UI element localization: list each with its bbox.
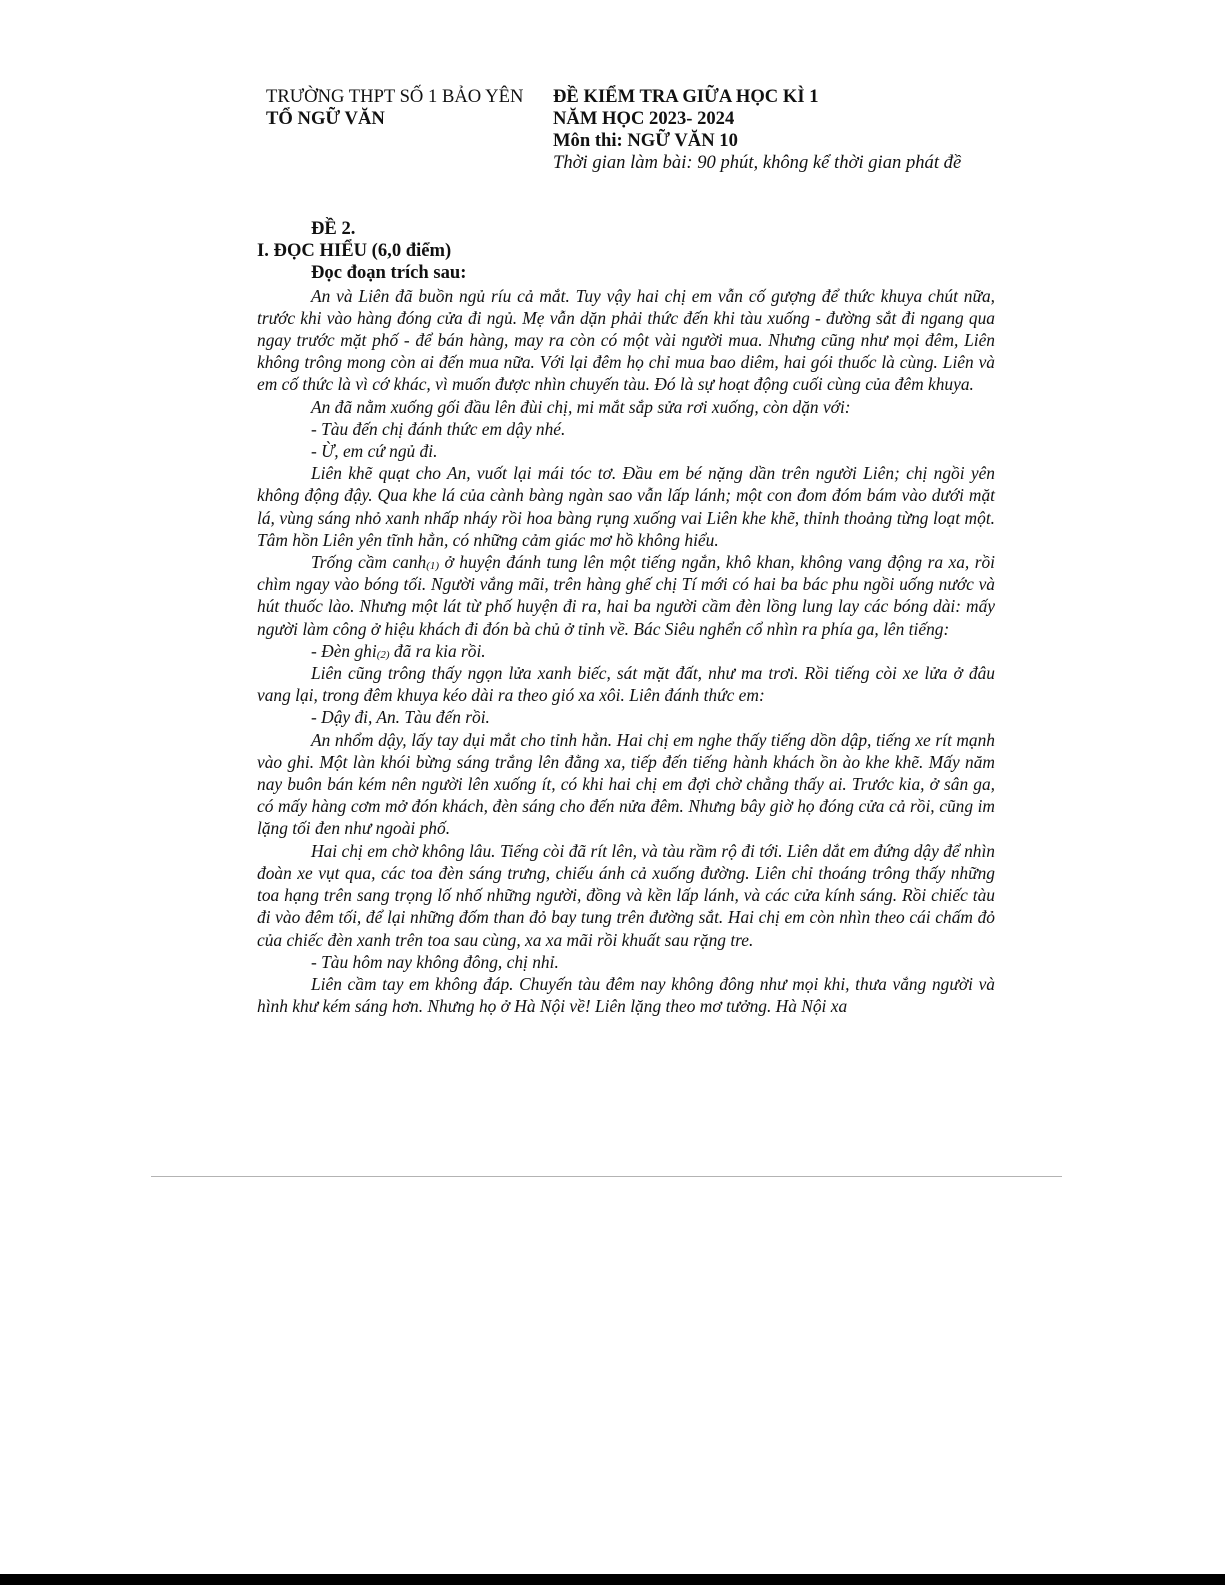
exam-title: ĐỀ KIỂM TRA GIỮA HỌC KÌ 1 <box>553 86 819 107</box>
passage-paragraph: Liên khẽ quạt cho An, vuốt lại mái tóc tơ. Đầu em bé nặng dần trên người Liên; chị ngồi yên không động đậy. Qua khe lá của cành bàng ngàn sao vẫn lấp lánh; một con đom đóm bám vào dưới mặt lá, vùng sáng nhỏ xanh nhấp nháy rồi hoa bàng rụng xuống vai Liên khe khẽ, thỉnh thoảng từng loạt một. Tâm hồn Liên yên tĩnh hẳn, có những cảm giác mơ hồ không hiểu. <box>257 463 995 550</box>
school-name: TRƯỜNG THPT SỐ 1 BẢO YÊN <box>266 86 524 107</box>
passage-paragraph: Hai chị em chờ không lâu. Tiếng còi đã rít lên, và tàu rầm rộ đi tới. Liên dắt em đứng dậy để nhìn đoàn xe vụt qua, các toa đèn sáng trưng, chiếu ánh cả xuống đường. Liên chỉ thoáng trông thấy những toa hạng trên sang trọng lố nhố những người, đồng và kền lấp lánh, và các cửa kính sáng. Rồi chiếc tàu đi vào đêm tối, để lại những đốm than đỏ bay tung trên đường sắt. Hai chị em còn nhìn theo cái chấm đỏ của chiếc đèn xanh trên toa sau cùng, xa xa mãi rồi khuất sau rặng tre. <box>257 840 995 950</box>
passage-paragraph <box>257 551 995 640</box>
passage-text: Trống cầm canh <box>311 552 427 573</box>
reading-instruction: Đọc đoạn trích sau: <box>311 262 467 284</box>
department-name: TỔ NGỮ VĂN <box>266 108 385 129</box>
passage-dialogue <box>257 640 995 662</box>
passage-paragraph: Liên cầm tay em không đáp. Chuyến tàu đêm nay không đông như mọi khi, thưa vắng người và hình khư kém sáng hơn. Nhưng họ ở Hà Nội về! Liên lặng theo mơ tưởng. Hà Nội xa <box>257 973 995 1017</box>
section-title: I. ĐỌC HIỂU (6,0 điểm) <box>257 240 452 262</box>
exam-subject: Môn thi: NGỮ VĂN 10 <box>553 130 738 151</box>
time-note: Thời gian làm bài: 90 phút, không kể thời gian phát đề <box>553 152 962 173</box>
page-divider <box>151 1176 1062 1177</box>
passage-paragraph: An và Liên đã buồn ngủ ríu cả mắt. Tuy vậy hai chị em vẫn cố gượng để thức khuya chút nữa, trước khi vào hàng đóng cửa đi ngủ. Mẹ vẫn dặn phải thức đến khi tàu xuống - đường sắt đi ngang qua ngay trước mặt phố - để bán hàng, may ra còn có một vài người mua. Nhưng cũng như mọi đêm, Liên không trông mong còn ai đến mua nữa. Với lại đêm họ chỉ mua bao diêm, hai gói thuốc là cùng. Liên và em cố thức là vì cớ khác, vì muốn được nhìn chuyến tàu. Đó là sự hoạt động cuối cùng của đêm khuya. <box>257 285 995 395</box>
header-left <box>266 86 556 130</box>
passage-dialogue: - Dậy đi, An. Tàu đến rồi. <box>311 707 490 728</box>
passage-paragraph: An đã nằm xuống gối đầu lên đùi chị, mi mắt sắp sửa rơi xuống, còn dặn với: <box>311 396 851 417</box>
exam-number: ĐỀ 2. <box>311 218 356 239</box>
passage-text: ở huyện đánh tung lên một tiếng ngắn, khô khan, không vang động ra xa, rồi chìm ngay vào bóng tối. Người vắng mãi, trên hàng ghế chị Tí mới có hai ba bác phu ngồi uống nước và hút thuốc lào. Nhưng một lát từ phố huyện đi ra, hai ba người cầm đèn lồng lung lay các bóng dài: mấy người làm công ở hiệu khách đi đón bà chủ ở tỉnh về. Bác Siêu nghển cổ nhìn ra phía ga, lên tiếng: <box>257 552 995 639</box>
passage-dialogue: - Ừ, em cứ ngủ đi. <box>311 441 438 462</box>
reading-passage <box>257 285 995 1018</box>
header-right <box>553 86 993 174</box>
footnote-marker: (2) <box>376 648 390 661</box>
bottom-bar <box>0 1574 1225 1585</box>
school-year: NĂM HỌC 2023- 2024 <box>553 108 735 129</box>
passage-paragraph: An nhổm dậy, lấy tay dụi mắt cho tỉnh hẳn. Hai chị em nghe thấy tiếng dồn dập, tiếng xe rít mạnh vào ghi. Một làn khói bừng sáng trắng lên đằng xa, tiếp đến tiếng hành khách ồn ào khe khẽ. Mấy năm nay buôn bán kém nên người lên xuống ít, có khi hai chị em đợi chờ chẳng thấy ai. Trước kia, ở sân ga, có mấy hàng cơm mở đón khách, đèn sáng cho đến nửa đêm. Nhưng bây giờ họ đóng cửa cả rồi, cũng im lặng tối đen như ngoài phố. <box>257 729 995 839</box>
passage-text: - Đèn ghi <box>311 640 377 661</box>
passage-dialogue: - Tàu đến chị đánh thức em dậy nhé. <box>311 418 566 439</box>
document-body <box>257 218 995 1017</box>
passage-paragraph: Liên cũng trông thấy ngọn lửa xanh biếc, sát mặt đất, như ma trơi. Rồi tiếng còi xe lửa ở đâu vang lại, trong đêm khuya kéo dài ra theo gió xa xôi. Liên đánh thức em: <box>257 663 995 706</box>
passage-text: đã ra kia rồi. <box>389 640 486 661</box>
footnote-marker: (1) <box>426 560 440 573</box>
passage-dialogue: - Tàu hôm nay không đông, chị nhỉ. <box>311 951 559 972</box>
